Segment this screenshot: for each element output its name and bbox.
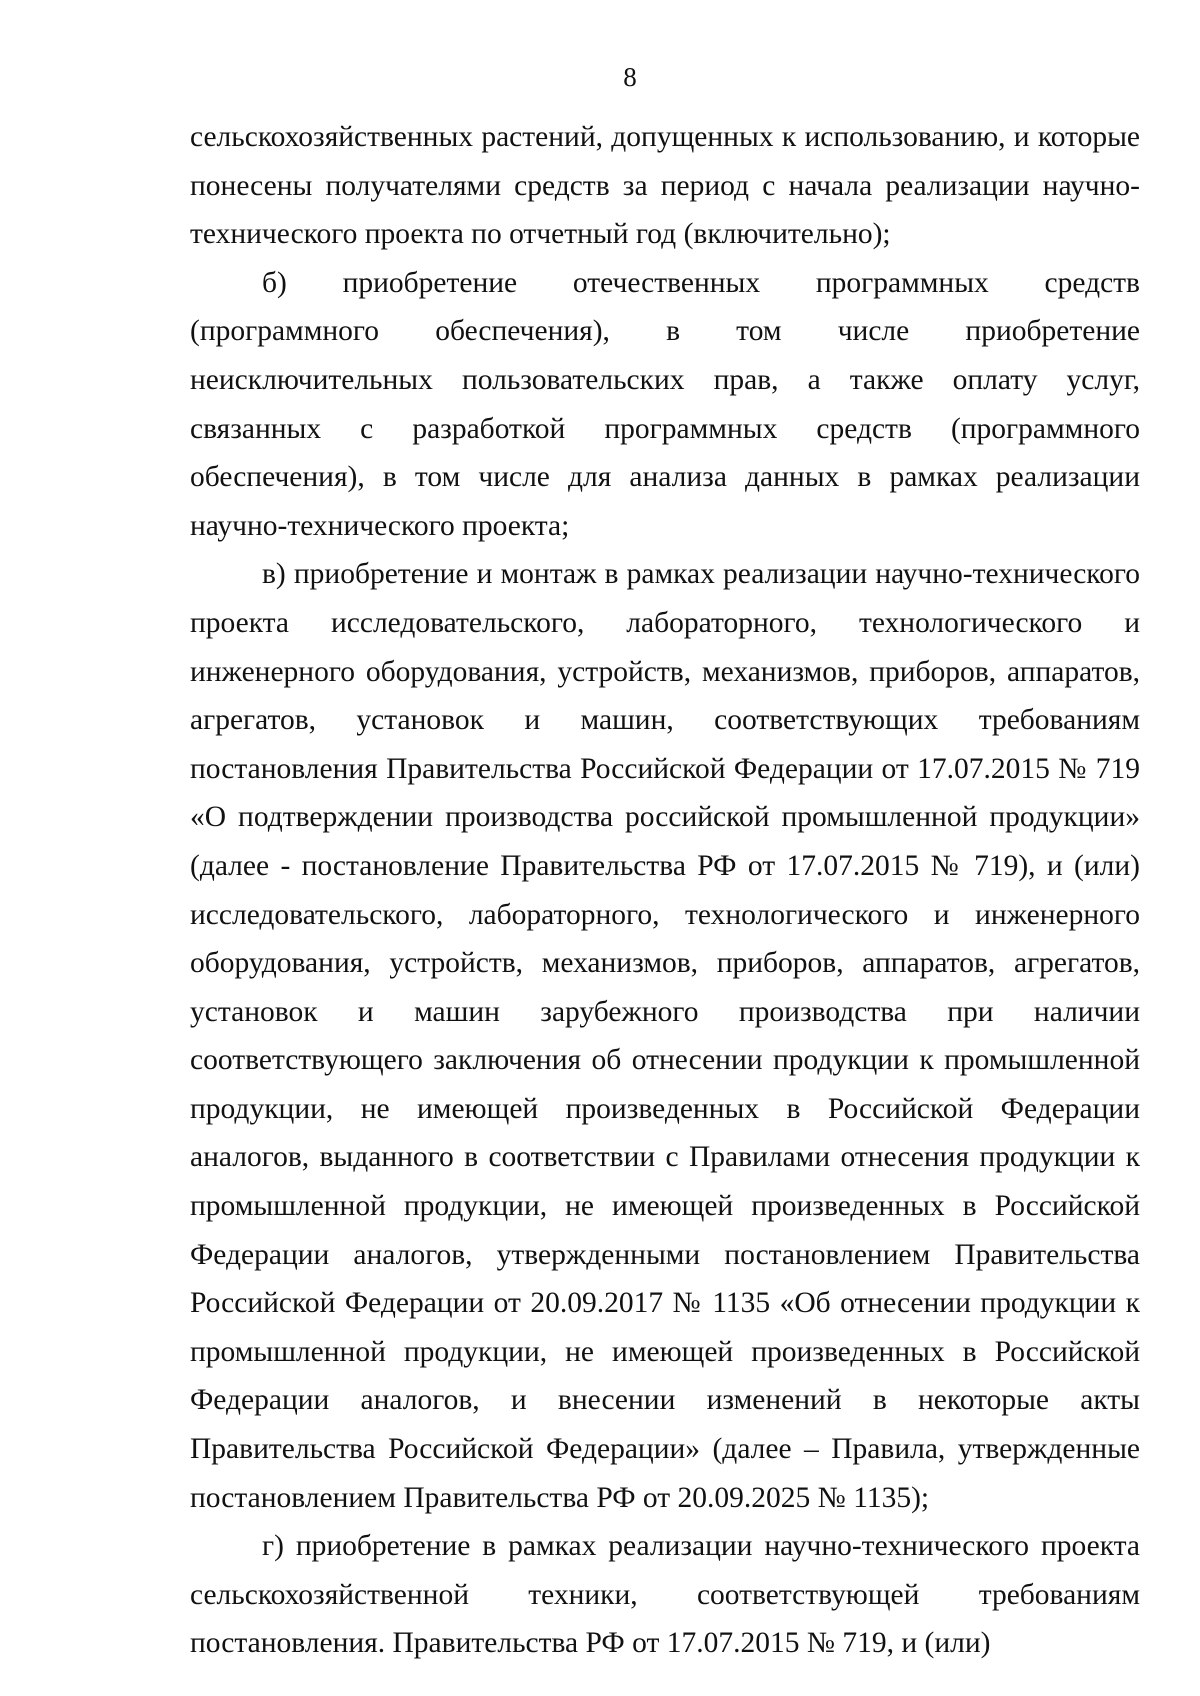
paragraph-v-equipment: в) приобретение и монтаж в рамках реализации научно-технического проекта исследовательского, лабораторного, технологического и инженерного оборудования, устройств, механизмов, приборов, аппаратов, агрегатов, установок и машин, соответствующих требованиям постановления Правительства Российской Федерации от 17.07.2015 № 719 «О подтверждении производства российской промышленной продукции» (далее - постановление Правительства РФ от 17.07.2015 № 719), и (или) исследовательского, лабораторного, технологического и инженерного оборудования, устройств, механизмов, приборов, аппаратов, агрегатов, установок и машин зарубежного производства при наличии соответствующего заключения об отнесении продукции к промышленной продукции, не имеющей произведенных в Российской Федерации аналогов, выданного в соответствии с Правилами отнесения продукции к промышленной продукции, не имеющей произведенных в Российской Федерации аналогов, утвержденными постановлением Правительства Российской Федерации от 20.09.2017 № 1135 «Об отнесении продукции к промышленной продукции, не имеющей произведенных в Российской Федерации аналогов, и внесении изменений в некоторые акты Правительства Российской Федерации» (далее – Правила, утвержденные постановлением Правительства РФ от 20.09.2025 № 1135);	[190, 558, 1140, 1514]
paragraph-continuation: сельскохозяйственных растений, допущенных к использованию, и которые понесены получателями средств за период с начала реализации научно-технического проекта по отчетный год (включительно);	[190, 121, 1140, 251]
paragraph-g-agricultural-machinery: г) приобретение в рамках реализации научно-технического проекта сельскохозяйственной техники, соответствующей требованиям постановления. Правительства РФ от 17.07.2015 № 719, и (или)	[190, 1530, 1140, 1660]
paragraph-b-software: б) приобретение отечественных программных средств (программного обеспечения), в том числе приобретение неисключительных пользовательских прав, а также оплату услуг, связанных с разработкой программных средств (программного обеспечения), в том числе для анализа данных в рамках реализации научно-технического проекта;	[190, 266, 1140, 542]
document-body	[190, 113, 1140, 1668]
page-number: 8	[623, 62, 637, 92]
